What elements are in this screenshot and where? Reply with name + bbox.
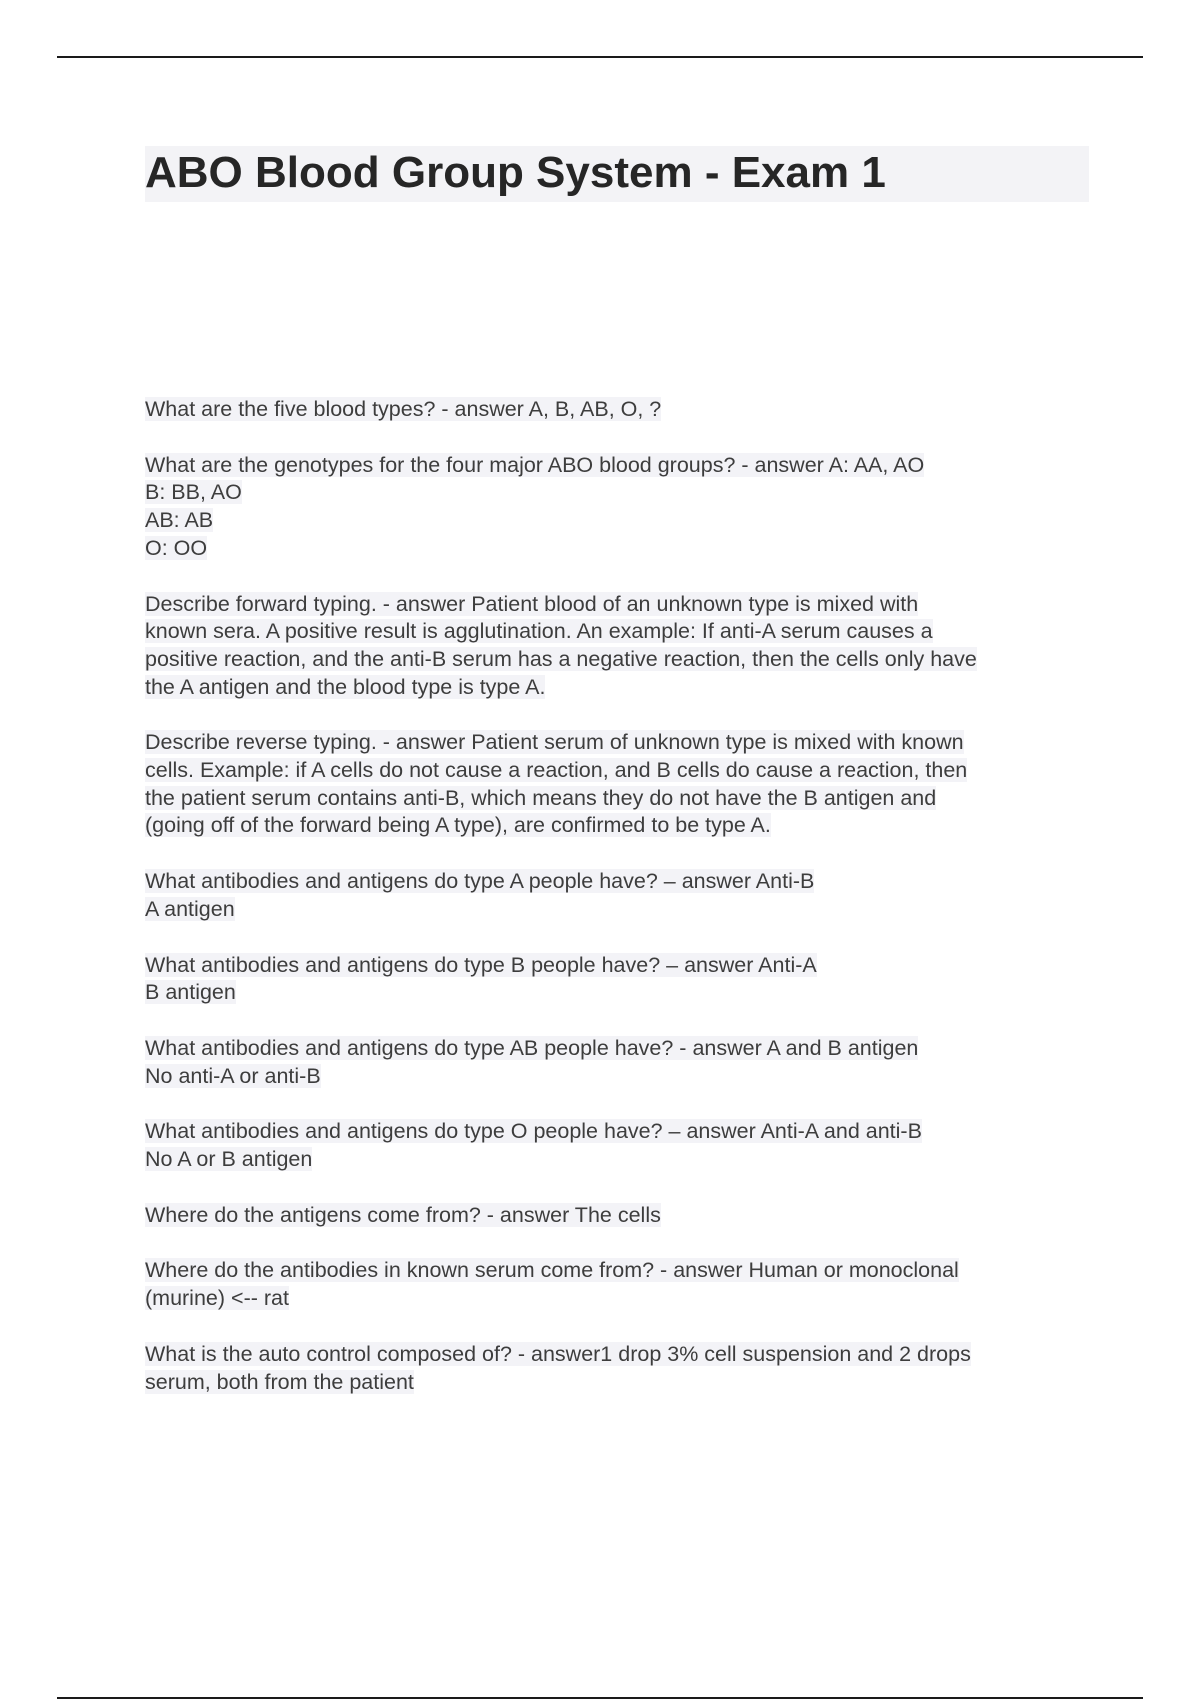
qa-line: the patient serum contains anti-B, which means they do not have the B antigen and — [145, 785, 937, 810]
qa-item — [145, 868, 1089, 923]
qa-line: What antibodies and antigens do type O people have? – answer Anti-A and anti-B — [145, 1119, 922, 1144]
top-divider — [57, 56, 1143, 58]
qa-line: positive reaction, and the anti-B serum has a negative reaction, then the cells only have — [145, 646, 977, 671]
qa-list — [145, 396, 1089, 1424]
qa-item — [145, 952, 1089, 1007]
bottom-divider — [57, 1697, 1143, 1699]
qa-line: known sera. A positive result is agglutination. An example: If anti-A serum causes a — [145, 619, 933, 644]
qa-line: B: BB, AO — [145, 480, 242, 505]
qa-line: No A or B antigen — [145, 1147, 313, 1172]
qa-line: cells. Example: if A cells do not cause a reaction, and B cells do cause a reaction, then — [145, 758, 968, 783]
qa-line: O: OO — [145, 535, 208, 560]
qa-item — [145, 1202, 1089, 1230]
qa-item — [145, 452, 1089, 563]
qa-line: What antibodies and antigens do type AB people have? - answer A and B antigen — [145, 1035, 919, 1060]
qa-line: What antibodies and antigens do type B people have? – answer Anti-A — [145, 952, 817, 977]
qa-line: serum, both from the patient — [145, 1369, 414, 1394]
qa-line: No anti-A or anti-B — [145, 1063, 321, 1088]
qa-item — [145, 1118, 1089, 1173]
qa-line: What are the genotypes for the four major ABO blood groups? - answer A: AA, AO — [145, 452, 925, 477]
qa-item — [145, 1257, 1089, 1312]
qa-line: What antibodies and antigens do type A people have? – answer Anti-B — [145, 869, 815, 894]
qa-line: (going off of the forward being A type), are confirmed to be type A. — [145, 813, 771, 838]
qa-item — [145, 729, 1089, 840]
qa-item — [145, 591, 1089, 702]
qa-item — [145, 1341, 1089, 1396]
qa-line: Where do the antigens come from? - answer The cells — [145, 1202, 661, 1227]
qa-item — [145, 1035, 1089, 1090]
qa-line: Where do the antibodies in known serum come from? - answer Human or monoclonal — [145, 1258, 959, 1283]
qa-line: What are the five blood types? - answer A, B, AB, O, ? — [145, 397, 662, 421]
qa-line: AB: AB — [145, 508, 214, 533]
qa-line: Describe reverse typing. - answer Patient serum of unknown type is mixed with known — [145, 730, 964, 755]
qa-line: What is the auto control composed of? - answer1 drop 3% cell suspension and 2 drops — [145, 1341, 971, 1366]
qa-line: A antigen — [145, 896, 235, 921]
qa-line: the A antigen and the blood type is type A. — [145, 674, 546, 699]
page-title: ABO Blood Group System - Exam 1 — [145, 148, 886, 197]
qa-line: (murine) <-- rat — [145, 1286, 289, 1311]
qa-line: B antigen — [145, 980, 236, 1005]
qa-line: Describe forward typing. - answer Patient blood of an unknown type is mixed with — [145, 591, 919, 616]
qa-item — [145, 396, 1089, 424]
